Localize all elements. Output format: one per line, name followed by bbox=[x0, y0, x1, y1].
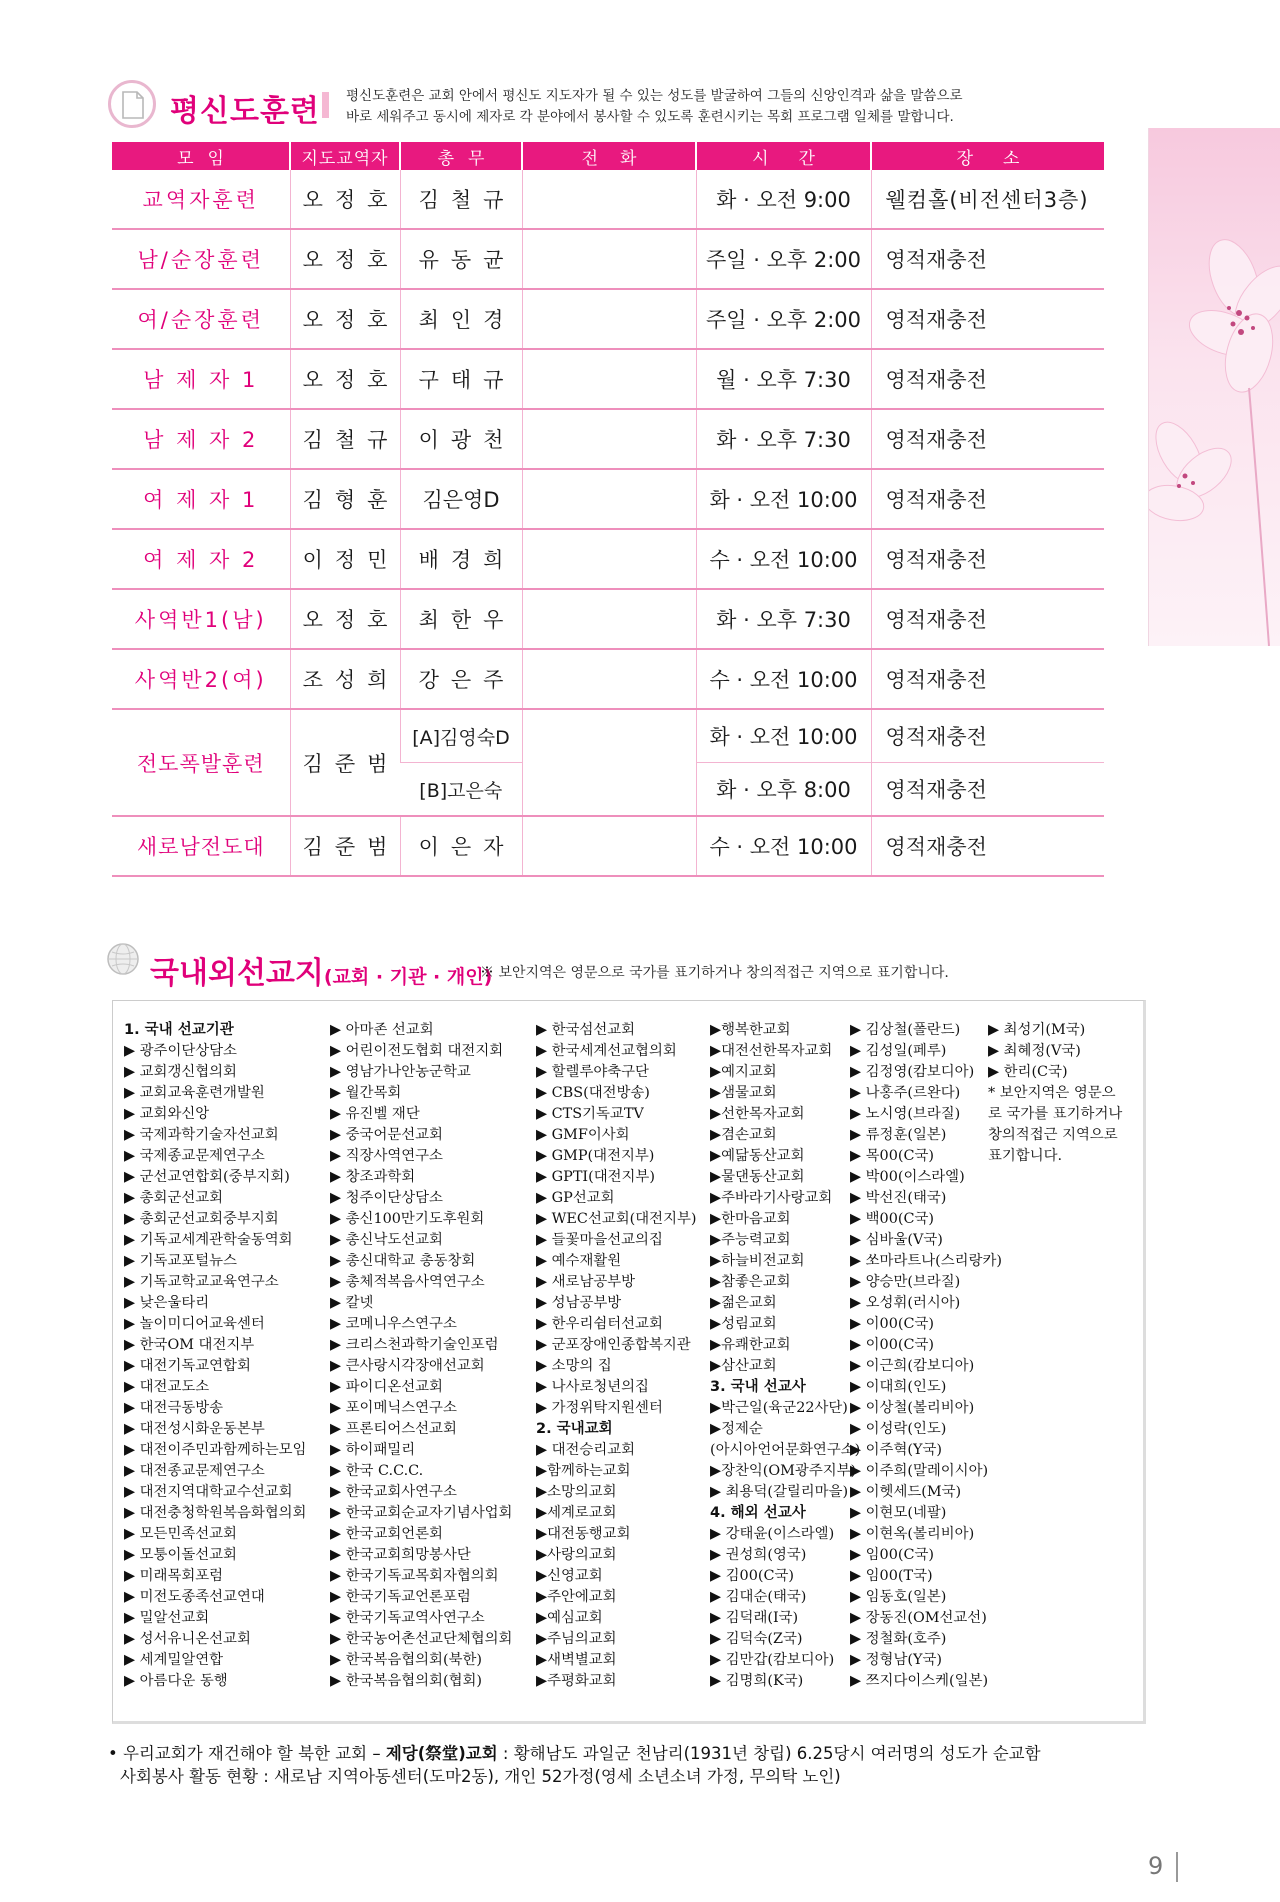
list-item: ▶ 한국섬선교회 bbox=[536, 1022, 636, 1038]
missions-column bbox=[536, 1020, 697, 1692]
list-item: ▶ 이헷세드(M국) bbox=[850, 1484, 962, 1500]
header-cell: 장소 bbox=[871, 142, 1104, 170]
list-item: ▶ 국제과학기술자선교회 bbox=[124, 1127, 279, 1143]
manager: 최인경 bbox=[400, 289, 522, 349]
list-item: ▶ 큰사랑시각장애선교회 bbox=[330, 1358, 485, 1374]
leader: 김준범 bbox=[290, 816, 400, 876]
phone bbox=[522, 529, 696, 589]
list-item: ▶ 김00(C국) bbox=[710, 1568, 794, 1584]
title-accent-bar bbox=[322, 92, 329, 118]
list-item: ▶ 나홍주(르완다) bbox=[850, 1085, 961, 1101]
leader: 조성희 bbox=[290, 649, 400, 709]
list-item: ▶하늘비전교회 bbox=[710, 1253, 805, 1269]
time: 주일 · 오후 2:00 bbox=[696, 289, 871, 349]
list-item: ▶ 이성락(인도) bbox=[850, 1421, 947, 1437]
phone bbox=[522, 649, 696, 709]
meeting-name: 전도폭발훈련 bbox=[112, 709, 290, 816]
list-item: ▶ 한국기독교언론포럼 bbox=[330, 1589, 471, 1605]
list-item: ▶ GMF이사회 bbox=[536, 1127, 630, 1143]
place: 영적재충전 bbox=[871, 816, 1104, 876]
leader: 오정호 bbox=[290, 229, 400, 289]
list-item: ▶겸손교회 bbox=[710, 1127, 777, 1143]
list-item: 표기합니다. bbox=[988, 1148, 1063, 1164]
place: 영적재충전 bbox=[871, 649, 1104, 709]
table-row bbox=[112, 529, 1104, 589]
footer-prefix: • 우리교회가 재건해야 할 북한 교회 – bbox=[108, 1744, 386, 1763]
table-row bbox=[112, 349, 1104, 409]
missions-column bbox=[710, 1020, 860, 1692]
list-item: ▶장찬익(OM광주지부) bbox=[710, 1463, 857, 1479]
list-item: ▶ 이00(C국) bbox=[850, 1316, 934, 1332]
list-item: ▶ 대전지역대학교수선교회 bbox=[124, 1484, 293, 1500]
list-item: ▶ 최혜정(V국) bbox=[988, 1043, 1081, 1059]
footer-church-detail: : 황해남도 과일군 천남리(1931년 창립) 6.25당시 여러명의 성도가 순교함 bbox=[497, 1744, 1041, 1763]
list-item: ▶ 기독교학교교육연구소 bbox=[124, 1274, 279, 1290]
list-item: ▶삼산교회 bbox=[710, 1358, 777, 1374]
list-item: ▶예닮동산교회 bbox=[710, 1148, 805, 1164]
list-item: ▶ 프론티어스선교회 bbox=[330, 1421, 457, 1437]
list-item: ▶참좋은교회 bbox=[710, 1274, 791, 1290]
list-item: ▶ 대전성시화운동본부 bbox=[124, 1421, 265, 1437]
place: 영적재충전 bbox=[871, 349, 1104, 409]
list-item: ▶ 한리(C국) bbox=[988, 1064, 1068, 1080]
list-item: ▶ CBS(대전방송) bbox=[536, 1085, 650, 1101]
list-item: ▶ WEC선교회(대전지부) bbox=[536, 1211, 697, 1227]
section-description bbox=[346, 86, 1046, 128]
header-cell: 지도교역자 bbox=[290, 142, 400, 170]
list-item: ▶ 월간목회 bbox=[330, 1085, 402, 1101]
list-item: ▶주능력교회 bbox=[710, 1232, 791, 1248]
list-item: ▶ 소망의 집 bbox=[536, 1358, 612, 1374]
list-item: ▶젊은교회 bbox=[710, 1295, 777, 1311]
manager: [A]김영숙D bbox=[400, 709, 522, 763]
meeting-name: 사역반2(여) bbox=[112, 649, 290, 709]
list-item: ▶ 대전충청학원복음화협의회 bbox=[124, 1505, 307, 1521]
section-title-training: 평신도훈련 bbox=[170, 94, 320, 129]
table-row bbox=[112, 589, 1104, 649]
list-item: ▶성림교회 bbox=[710, 1316, 777, 1332]
time: 화 · 오후 8:00 bbox=[696, 763, 871, 817]
list-item: ▶ 국제종교문제연구소 bbox=[124, 1148, 265, 1164]
leader: 이정민 bbox=[290, 529, 400, 589]
list-item: ▶ 양승만(브라질) bbox=[850, 1274, 961, 1290]
list-item: ▶ 노시영(브라질) bbox=[850, 1106, 961, 1122]
place: 웰컴홀(비전센터3층) bbox=[871, 170, 1104, 229]
list-item: ▶ 한국복음협의회(북한) bbox=[330, 1652, 482, 1668]
training-table bbox=[112, 142, 1104, 877]
list-item: ▶ 심바울(V국) bbox=[850, 1232, 943, 1248]
list-item: ▶ 한국교회순교자기념사업회 bbox=[330, 1505, 513, 1521]
meeting-name: 남/순장훈련 bbox=[112, 229, 290, 289]
list-item: ▶ 김정영(캄보디아) bbox=[850, 1064, 975, 1080]
list-item: ▶ 이00(C국) bbox=[850, 1337, 934, 1353]
table-row bbox=[112, 289, 1104, 349]
list-item: 창의적접근 지역으로 bbox=[988, 1127, 1118, 1143]
table-row bbox=[112, 409, 1104, 469]
leader: 오정호 bbox=[290, 589, 400, 649]
list-item: ▶ 칼넷 bbox=[330, 1295, 374, 1311]
list-item: ▶ 창조과학회 bbox=[330, 1169, 416, 1185]
list-item: ▶ 아마존 선교회 bbox=[330, 1022, 434, 1038]
list-item: ▶ 교회와신앙 bbox=[124, 1106, 210, 1122]
list-item: ▶ 이근희(캄보디아) bbox=[850, 1358, 975, 1374]
list-item: ▶ 한국교회언론회 bbox=[330, 1526, 443, 1542]
list-item: ▶ 총신100만기도후원회 bbox=[330, 1211, 485, 1227]
list-item: ▶ 성남공부방 bbox=[536, 1295, 622, 1311]
list-item: ▶ 미래목회포럼 bbox=[124, 1568, 224, 1584]
time: 화 · 오전 9:00 bbox=[696, 170, 871, 229]
time: 화 · 오전 10:00 bbox=[696, 709, 871, 763]
time: 화 · 오후 7:30 bbox=[696, 589, 871, 649]
list-item: ▶ 대전이주민과함께하는모임 bbox=[124, 1442, 307, 1458]
list-item: ▶ 들꽃마을선교의집 bbox=[536, 1232, 663, 1248]
time: 화 · 오후 7:30 bbox=[696, 409, 871, 469]
list-item: ▶ 최성기(M국) bbox=[988, 1022, 1086, 1038]
list-item: ▶예지교회 bbox=[710, 1064, 777, 1080]
list-item: ▶ 새로남공부방 bbox=[536, 1274, 636, 1290]
list-item: ▶주바라기사랑교회 bbox=[710, 1190, 833, 1206]
manager: 배경희 bbox=[400, 529, 522, 589]
list-item: ▶ 김만갑(캄보디아) bbox=[710, 1652, 835, 1668]
globe-icon bbox=[106, 942, 140, 976]
list-item: ▶ 목00(C국) bbox=[850, 1148, 934, 1164]
list-item: ▶ 이주혁(Y국) bbox=[850, 1442, 942, 1458]
list-item: ▶ 김덕숙(Z국) bbox=[710, 1631, 803, 1647]
list-item: ▶ 군포장애인종합복지관 bbox=[536, 1337, 691, 1353]
list-item: ▶사랑의교회 bbox=[536, 1547, 617, 1563]
place: 영적재충전 bbox=[871, 289, 1104, 349]
list-item: ▶함께하는교회 bbox=[536, 1463, 631, 1479]
list-item: ▶ 광주이단상담소 bbox=[124, 1043, 237, 1059]
list-item: ▶ 임동호(일본) bbox=[850, 1589, 947, 1605]
list-item: ▶ CTS기독교TV bbox=[536, 1106, 644, 1122]
leader: 김철규 bbox=[290, 409, 400, 469]
table-row bbox=[112, 469, 1104, 529]
list-item: ▶ 파이디온선교회 bbox=[330, 1379, 443, 1395]
phone bbox=[522, 816, 696, 876]
list-item: ▶ 교회교육훈련개발원 bbox=[124, 1085, 265, 1101]
table-row bbox=[112, 816, 1104, 876]
list-item: ▶ 강태윤(이스라엘) bbox=[710, 1526, 835, 1542]
list-item: ▶ 권성희(영국) bbox=[710, 1547, 807, 1563]
phone bbox=[522, 469, 696, 529]
list-item: ▶ 기독교세계관학술동역회 bbox=[124, 1232, 293, 1248]
place: 영적재충전 bbox=[871, 763, 1104, 817]
leader: 오정호 bbox=[290, 170, 400, 229]
leader: 김준범 bbox=[290, 709, 400, 816]
phone bbox=[522, 289, 696, 349]
list-item: ▶선한목자교회 bbox=[710, 1106, 805, 1122]
meeting-name: 남 제 자 1 bbox=[112, 349, 290, 409]
list-item: ▶ 코메니우스연구소 bbox=[330, 1316, 457, 1332]
meeting-name: 남 제 자 2 bbox=[112, 409, 290, 469]
place: 영적재충전 bbox=[871, 229, 1104, 289]
list-item: ▶ 낮은울타리 bbox=[124, 1295, 210, 1311]
list-item: ▶ 이현모(네팔) bbox=[850, 1505, 947, 1521]
manager: [B]고은숙 bbox=[400, 763, 522, 817]
list-item: * 보안지역은 영문으 bbox=[988, 1085, 1116, 1101]
list-item: ▶ 영남가나안농군학교 bbox=[330, 1064, 471, 1080]
list-item: ▶주님의교회 bbox=[536, 1631, 617, 1647]
list-item: ▶ 아름다운 동행 bbox=[124, 1673, 228, 1689]
footer-church-name: 제당(祭堂)교회 bbox=[385, 1744, 498, 1763]
footer-line-social-service: 사회봉사 활동 현황 : 새로남 지역아동센터(도마2동), 개인 52가정(영세 소년소녀 가정, 무의탁 노인) bbox=[120, 1767, 841, 1786]
list-item: ▶ 한국기독교목회자협의회 bbox=[330, 1568, 499, 1584]
leader: 김형훈 bbox=[290, 469, 400, 529]
place: 영적재충전 bbox=[871, 709, 1104, 763]
place: 영적재충전 bbox=[871, 529, 1104, 589]
manager: 유동균 bbox=[400, 229, 522, 289]
list-item: ▶ 한우리쉼터선교회 bbox=[536, 1316, 663, 1332]
list-item: ▶주안에교회 bbox=[536, 1589, 617, 1605]
list-item: ▶ 김대순(태국) bbox=[710, 1589, 807, 1605]
list-item: ▶ 대전승리교회 bbox=[536, 1442, 636, 1458]
list-item: ▶ 총신대학교 총동창회 bbox=[330, 1253, 476, 1269]
missions-title: 국내외선교지 bbox=[150, 956, 324, 991]
list-item: ▶ 김성일(페루) bbox=[850, 1043, 947, 1059]
list-item: ▶ 할렐루야축구단 bbox=[536, 1064, 649, 1080]
phone bbox=[522, 229, 696, 289]
list-item: (아시아언어문화연구소) bbox=[710, 1442, 861, 1458]
list-item: ▶물댄동산교회 bbox=[710, 1169, 805, 1185]
list-item: ▶ 김상철(폴란드) bbox=[850, 1022, 961, 1038]
list-item: ▶ 어린이전도협회 대전지회 bbox=[330, 1043, 504, 1059]
place: 영적재충전 bbox=[871, 409, 1104, 469]
list-item: ▶ 대전종교문제연구소 bbox=[124, 1463, 265, 1479]
missions-column bbox=[988, 1020, 1122, 1167]
phone bbox=[522, 349, 696, 409]
list-item: ▶소망의교회 bbox=[536, 1484, 617, 1500]
list-item: ▶ 유진벨 재단 bbox=[330, 1106, 420, 1122]
list-item: ▶ GP선교회 bbox=[536, 1190, 615, 1206]
list-item: ▶주평화교회 bbox=[536, 1673, 617, 1689]
list-item: ▶ 한국세계선교협의회 bbox=[536, 1043, 677, 1059]
list-item: ▶ 군선교연합회(중부지회) bbox=[124, 1169, 290, 1185]
place: 영적재충전 bbox=[871, 589, 1104, 649]
list-item: ▶ 이현옥(볼리비아) bbox=[850, 1526, 975, 1542]
list-item: ▶ 박선진(태국) bbox=[850, 1190, 947, 1206]
list-item: ▶ 총회군선교회중부지회 bbox=[124, 1211, 279, 1227]
list-item: ▶정제순 bbox=[710, 1421, 763, 1437]
list-item: ▶세계로교회 bbox=[536, 1505, 617, 1521]
list-item: ▶ 세계밀알연합 bbox=[124, 1652, 224, 1668]
list-item: ▶ 밀알선교회 bbox=[124, 1610, 210, 1626]
list-item: ▶ 김덕래(I국) bbox=[710, 1610, 799, 1626]
list-item: ▶ 교회갱신협의회 bbox=[124, 1064, 237, 1080]
list-item: ▶새벽별교회 bbox=[536, 1652, 617, 1668]
list-item: ▶예심교회 bbox=[536, 1610, 603, 1626]
list-item: ▶ 기독교포털뉴스 bbox=[124, 1253, 237, 1269]
description-line: 평신도훈련은 교회 안에서 평신도 지도자가 될 수 있는 성도를 발굴하여 그들의 신앙인격과 삶을 말씀으로 bbox=[346, 88, 963, 104]
manager: 최한우 bbox=[400, 589, 522, 649]
list-item: ▶ 장동진(OM선교선) bbox=[850, 1610, 987, 1626]
list-item: ▶ 박00(이스라엘) bbox=[850, 1169, 965, 1185]
list-item: ▶대전동행교회 bbox=[536, 1526, 631, 1542]
time: 주일 · 오후 2:00 bbox=[696, 229, 871, 289]
time: 수 · 오전 10:00 bbox=[696, 816, 871, 876]
document-icon bbox=[108, 80, 156, 128]
leader: 오정호 bbox=[290, 289, 400, 349]
meeting-name: 교역자훈련 bbox=[112, 170, 290, 229]
list-item: ▶ 쯔지다이스케(일본) bbox=[850, 1673, 989, 1689]
list-item: ▶ 최용덕(갈릴리마을) bbox=[710, 1484, 849, 1500]
list-item: ▶ 크리스천과학기술인포럼 bbox=[330, 1337, 499, 1353]
list-item: ▶ 직장사역연구소 bbox=[330, 1148, 443, 1164]
list-item: ▶ 이주희(말레이시아) bbox=[850, 1463, 989, 1479]
footer-line-north-korea bbox=[108, 1742, 1168, 1765]
leader: 오정호 bbox=[290, 349, 400, 409]
orchid-decoration bbox=[1148, 128, 1280, 646]
list-item: ▶샘물교회 bbox=[710, 1085, 777, 1101]
list-item: ▶ 한국농어촌선교단체협의회 bbox=[330, 1631, 513, 1647]
list-item: ▶ 대전기독교연합회 bbox=[124, 1358, 251, 1374]
list-item: ▶ GMP(대전지부) bbox=[536, 1148, 655, 1164]
list-item: ▶ 모퉁이돌선교회 bbox=[124, 1547, 237, 1563]
footer-notes bbox=[108, 1742, 1168, 1788]
list-item: ▶ 한국기독교역사연구소 bbox=[330, 1610, 485, 1626]
list-item: ▶ 총체적복음사역연구소 bbox=[330, 1274, 485, 1290]
table-row bbox=[112, 229, 1104, 289]
list-item: 1. 국내 선교기관 bbox=[124, 1022, 234, 1038]
manager: 강은주 bbox=[400, 649, 522, 709]
time: 화 · 오전 10:00 bbox=[696, 469, 871, 529]
time: 수 · 오전 10:00 bbox=[696, 529, 871, 589]
meeting-name: 여 제 자 1 bbox=[112, 469, 290, 529]
list-item: ▶ 이대희(인도) bbox=[850, 1379, 947, 1395]
table-header-row bbox=[112, 142, 1104, 170]
list-item: ▶ 한국복음협의회(협회) bbox=[330, 1673, 482, 1689]
list-item: 로 국가를 표기하거나 bbox=[988, 1106, 1123, 1122]
list-item: ▶한마음교회 bbox=[710, 1211, 791, 1227]
list-item: 2. 국내교회 bbox=[536, 1421, 613, 1437]
phone bbox=[522, 409, 696, 469]
missions-note: ※ 보안지역은 영문으로 국가를 표기하거나 창의적접근 지역으로 표기합니다. bbox=[480, 965, 949, 981]
page-number: 9 bbox=[1148, 1852, 1164, 1880]
manager: 김은영D bbox=[400, 469, 522, 529]
list-item: ▶ 하이패밀리 bbox=[330, 1442, 416, 1458]
list-item: ▶ 이상철(볼리비아) bbox=[850, 1400, 975, 1416]
manager: 이광천 bbox=[400, 409, 522, 469]
list-item: ▶ 류정훈(일본) bbox=[850, 1127, 947, 1143]
list-item: ▶ 정형남(Y국) bbox=[850, 1652, 942, 1668]
list-item: ▶ 오성휘(러시아) bbox=[850, 1295, 961, 1311]
header-cell: 시간 bbox=[696, 142, 871, 170]
missions-column bbox=[330, 1020, 512, 1692]
list-item: ▶ 놀이미디어교육센터 bbox=[124, 1316, 265, 1332]
manager: 김철규 bbox=[400, 170, 522, 229]
section-title-missions bbox=[150, 948, 492, 992]
phone bbox=[522, 589, 696, 649]
list-item: 4. 해외 선교사 bbox=[710, 1505, 806, 1521]
missions-column bbox=[850, 1020, 1002, 1692]
list-item: ▶ 미전도종족선교연대 bbox=[124, 1589, 265, 1605]
list-item: ▶신영교회 bbox=[536, 1568, 603, 1584]
list-item: ▶ 정철화(호주) bbox=[850, 1631, 947, 1647]
orchid-flower-icon bbox=[1149, 128, 1280, 646]
list-item: ▶ 한국OM 대전지부 bbox=[124, 1337, 255, 1353]
header-cell: 총무 bbox=[400, 142, 522, 170]
list-item: ▶ 총신낙도선교회 bbox=[330, 1232, 443, 1248]
table-row bbox=[112, 709, 1104, 763]
list-item: ▶ 총회군선교회 bbox=[124, 1190, 224, 1206]
list-item: ▶ 한국교회사연구소 bbox=[330, 1484, 457, 1500]
list-item: ▶행복한교회 bbox=[710, 1022, 791, 1038]
list-item: ▶대전선한목자교회 bbox=[710, 1043, 833, 1059]
header-cell: 모임 bbox=[112, 142, 290, 170]
meeting-name: 사역반1(남) bbox=[112, 589, 290, 649]
time: 월 · 오후 7:30 bbox=[696, 349, 871, 409]
list-item: ▶ 한국 C.C.C. bbox=[330, 1463, 424, 1479]
description-line: 바로 세워주고 동시에 제자로 각 분야에서 봉사할 수 있도록 훈련시키는 목회 프로그램 일체를 말합니다. bbox=[346, 109, 954, 125]
list-item: 3. 국내 선교사 bbox=[710, 1379, 806, 1395]
list-item: ▶ 가정위탁지원센터 bbox=[536, 1400, 663, 1416]
header-cell: 전화 bbox=[522, 142, 696, 170]
list-item: ▶ 모든민족선교회 bbox=[124, 1526, 237, 1542]
manager: 이은자 bbox=[400, 816, 522, 876]
meeting-name: 여/순장훈련 bbox=[112, 289, 290, 349]
list-item: ▶ GPTI(대전지부) bbox=[536, 1169, 655, 1185]
list-item: ▶ 김명희(K국) bbox=[710, 1673, 804, 1689]
list-item: ▶ 임00(T국) bbox=[850, 1568, 933, 1584]
list-item: ▶유쾌한교회 bbox=[710, 1337, 791, 1353]
time: 수 · 오전 10:00 bbox=[696, 649, 871, 709]
phone bbox=[522, 170, 696, 229]
list-item: ▶ 대전극동방송 bbox=[124, 1400, 224, 1416]
list-item: ▶ 예수재활원 bbox=[536, 1253, 622, 1269]
meeting-name: 여 제 자 2 bbox=[112, 529, 290, 589]
place: 영적재충전 bbox=[871, 469, 1104, 529]
list-item: ▶ 중국어문선교회 bbox=[330, 1127, 443, 1143]
meeting-name: 새로남전도대 bbox=[112, 816, 290, 876]
list-item: ▶ 포이메닉스연구소 bbox=[330, 1400, 457, 1416]
missions-subtitle: (교회 · 기관 · 개인) bbox=[323, 966, 493, 988]
list-item: ▶박근일(육군22사단) bbox=[710, 1400, 848, 1416]
manager: 구태규 bbox=[400, 349, 522, 409]
missions-column bbox=[124, 1020, 306, 1692]
table-row bbox=[112, 649, 1104, 709]
list-item: ▶ 한국교회희망봉사단 bbox=[330, 1547, 471, 1563]
list-item: ▶ 쏘마라트나(스리랑카) bbox=[850, 1253, 1002, 1269]
list-item: ▶ 성서유니온선교회 bbox=[124, 1631, 251, 1647]
table-row bbox=[112, 170, 1104, 229]
list-item: ▶ 나사로청년의집 bbox=[536, 1379, 649, 1395]
page-number-bar bbox=[1176, 1852, 1178, 1882]
list-item: ▶ 대전교도소 bbox=[124, 1379, 210, 1395]
list-item: ▶ 백00(C국) bbox=[850, 1211, 934, 1227]
list-item: ▶ 임00(C국) bbox=[850, 1547, 934, 1563]
list-item: ▶ 청주이단상담소 bbox=[330, 1190, 443, 1206]
phone bbox=[522, 709, 696, 816]
